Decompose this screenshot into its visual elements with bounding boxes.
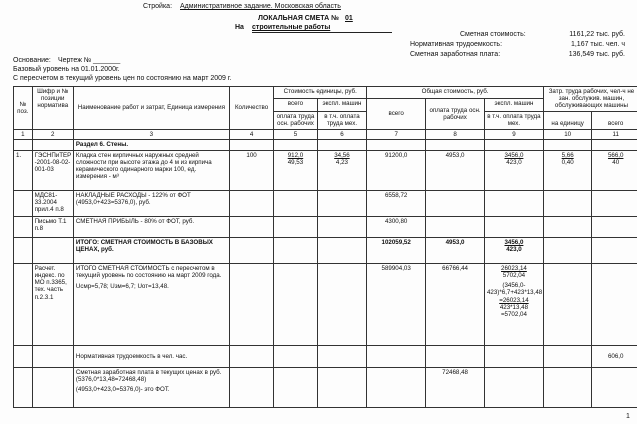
colnum: 9 <box>484 129 543 139</box>
unit-mech-wages: 4,23 <box>335 159 348 167</box>
machines-result: =26023,14 <box>499 296 529 304</box>
row-name: Нормативная трудоемкость в чел. час. <box>73 345 229 367</box>
total-wages: 66766,44 <box>426 263 485 345</box>
row-name: ИТОГО СМЕТНАЯ СТОИМОСТЬ с пересчетом в текущий уровень по состоянию на март 2009 года. <box>75 264 222 280</box>
total-wages: 4953,0 <box>426 237 485 263</box>
row-qty: 100 <box>229 150 273 190</box>
table-row <box>14 345 637 367</box>
colnum: 10 <box>543 129 592 139</box>
machines-formula: (3456,0-423)*6,7+423*13,48 <box>486 282 543 297</box>
row-name: НАКЛАДНЫЕ РАСХОДЫ - 122% от ФОТ (4953,0+423=5376,0), руб. <box>73 190 229 216</box>
row-name: Кладка стен кирпичных наружных средней сложности при высоте этажа до 4 м из кирпича керамического одинарного марки 100, ед. измерения - м³ <box>73 150 229 190</box>
header-total: Общая стоимость, руб. <box>367 87 544 99</box>
total-wages: 4953,0 <box>426 150 485 190</box>
price-recalc: С пересчетом в текущий уровень цен по состоянию на март 2009 г. <box>13 75 232 82</box>
row-code: ГЭСНПиТЕР -2001-08-02-001-03 <box>32 150 73 190</box>
table-row <box>14 190 637 216</box>
row-code: МДС81-33.2004 прил.4 п.8 <box>32 190 73 216</box>
header-unitcost: Стоимость единицы, руб. <box>274 87 367 99</box>
row-name: ИТОГО: СМЕТНАЯ СТОИМОСТЬ В БАЗОВЫХ ЦЕНАХ, руб. <box>73 237 229 263</box>
row-name: СМЕТНАЯ ПРИБЫЛЬ - 80% от ФОТ, руб. <box>73 216 229 237</box>
table-row <box>14 216 637 237</box>
total-all: 102059,52 <box>367 237 426 263</box>
total-mech-wages: 5702,04 <box>502 272 526 280</box>
unit-all: 912,0 <box>287 151 304 159</box>
row-code: Расчет. индекс. по МО п.3365, тех. часть п.2.3.1 <box>32 263 73 345</box>
header-no: № поз. <box>14 87 33 130</box>
labor-total-mech: 40 <box>612 159 620 167</box>
colnum: 7 <box>367 129 426 139</box>
labor-total: 566,0 <box>607 151 624 159</box>
header-wages2: оплата труда осн. рабочих <box>426 99 485 130</box>
on-value-underline <box>252 32 392 33</box>
mech-wages-result: =5702,04 <box>500 311 527 319</box>
colnum: 6 <box>317 129 367 139</box>
colnum: 1 <box>14 129 33 139</box>
colnum: 5 <box>274 129 317 139</box>
summary-cost-value: 1161,22 тыс. руб. <box>569 31 625 38</box>
total-all: 91200,0 <box>367 150 426 190</box>
colnum: 4 <box>229 129 273 139</box>
row-no: 1. <box>14 150 33 190</box>
basis-label: Основание: <box>13 57 51 64</box>
base-level: Базовый уровень на 01.01.2000г. <box>13 66 120 73</box>
total-machines: 3456,0 <box>504 238 524 246</box>
mech-wages-formula: 423*13,48 <box>499 303 529 311</box>
unit-machines: 34,56 <box>334 151 350 159</box>
total-machines: 3456,0 <box>504 151 524 159</box>
construction-value: Административное задание. Московская область <box>180 3 341 10</box>
estimate-number: 01 <box>345 15 353 22</box>
table-row <box>14 150 637 190</box>
basis-blank: _______ <box>93 57 121 64</box>
labor-perunit-mech: 0,40 <box>561 159 574 167</box>
row-name-note: (4953,0+423,0=5376,0)- это ФОТ. <box>75 386 170 394</box>
header-incl: в т.ч. оплата труда мех. <box>317 111 367 129</box>
header-wages: оплата труда осн. рабочих <box>274 111 317 129</box>
total-mech-wages: 423,0 <box>506 159 522 167</box>
colnum: 11 <box>592 129 637 139</box>
unit-wages: 49,53 <box>287 159 304 167</box>
header-labor: Затр. труда рабочих, чел-ч не зан. обслужив. машин, обслуживающих машины <box>543 87 637 112</box>
column-numbers-row <box>14 129 637 139</box>
total-all: 4300,80 <box>367 216 426 237</box>
row-code: Письмо Т.1 п.8 <box>32 216 73 237</box>
header-code: Шифр и № позиции норматива <box>32 87 73 130</box>
labor-perunit: 5,66 <box>561 151 574 159</box>
header-machines: экспл. машин <box>317 99 367 112</box>
estimate-title: ЛОКАЛЬНАЯ СМЕТА № <box>258 15 339 22</box>
total-machines: 26023,14 <box>501 264 527 272</box>
header-all: всего <box>274 99 317 112</box>
section-row <box>14 139 637 150</box>
estimate-on-label: На <box>235 24 244 31</box>
section-title: Раздел 6. Стены. <box>73 139 229 150</box>
table-row <box>14 263 637 345</box>
table-row <box>14 367 637 407</box>
total-all: 589904,03 <box>367 263 426 345</box>
total-wages: 72468,48 <box>426 367 485 407</box>
colnum: 2 <box>32 129 73 139</box>
summary-wages-value: 136,549 тыс. руб. <box>568 51 625 58</box>
header-labortotal: всего <box>592 111 637 129</box>
header-all2: всего <box>367 99 426 130</box>
header-machines2: экспл. машин <box>484 99 543 112</box>
colnum: 8 <box>426 129 485 139</box>
summary-labor-label: Нормативная трудоемкость: <box>410 41 503 48</box>
estimate-on-value: строительные работы <box>252 24 331 31</box>
table-row <box>14 237 637 263</box>
total-all: 6558,72 <box>367 190 426 216</box>
labor-total: 606,0 <box>592 345 637 367</box>
estimate-table <box>13 86 637 408</box>
header-name: Наименование работ и затрат, Единица измерения <box>73 87 229 130</box>
summary-cost-label: Сметная стоимость: <box>460 31 526 38</box>
header-incl2: в т.ч. оплата труда мех. <box>484 111 543 129</box>
row-name: Сметная заработная плата в текущих ценах в руб. (5376,0*13,48=72468,48) <box>75 368 222 384</box>
summary-wages-label: Сметная заработная плата: <box>410 51 501 58</box>
basis-value: Чертеж № <box>58 57 92 64</box>
colnum: 3 <box>73 129 229 139</box>
page-number: 1 <box>626 413 630 420</box>
total-mech-wages: 423,0 <box>506 246 522 254</box>
header-qty: Количество <box>229 87 273 130</box>
header-perunit: на единицу <box>543 111 592 129</box>
index-formula: Uсмр=5,78; Uзм=6,7; Uот=13,48. <box>75 283 169 291</box>
summary-labor-value: 1,167 тыс. чел. ч <box>570 41 625 48</box>
construction-label: Стройка: <box>143 3 173 10</box>
